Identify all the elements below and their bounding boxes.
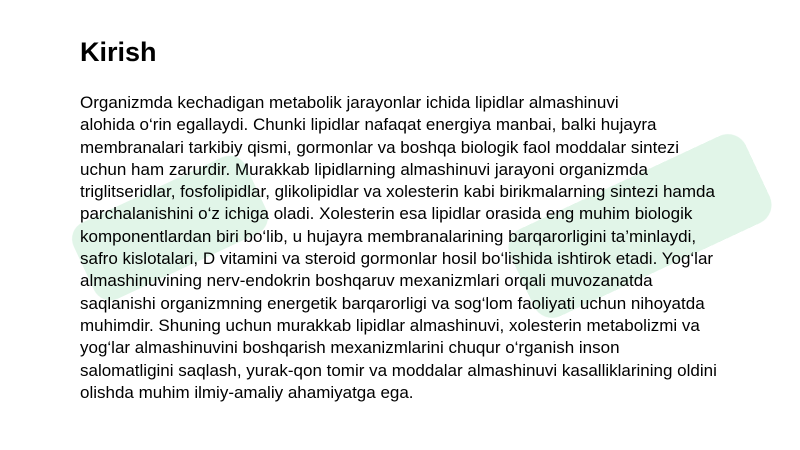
paragraph-line: alohida o‘rin egallaydi. Chunki lipidlar nafaqat energiya manbai, balki hujayra — [80, 115, 657, 135]
paragraph-line: almashinuvining nerv-endokrin boshqaruv mexanizmlari orqali muvozanatda — [80, 271, 653, 291]
paragraph-line: muhimdir. Shuning uchun murakkab lipidlar almashinuvi, xolesterin metabolizmi va — [80, 315, 700, 335]
paragraph-line: saqlanishi organizmning energetik barqarorligi va sog‘lom faoliyati uchun nihoyatda — [80, 293, 705, 313]
paragraph-line: parchalanishini o‘z ichiga oladi. Xolesterin esa lipidlar orasida eng muhim biologik — [80, 204, 693, 224]
paragraph-line: triglitseridlar, fosfolipidlar, glikolipidlar va xolesterin kabi birikmalarning sintezi hamda — [80, 182, 715, 202]
paragraph-line: membranalari tarkibiy qismi, gormonlar va boshqa biologik faol moddalar sintezi — [80, 137, 680, 157]
paragraph-line: Organizmda kechadigan metabolik jarayonlar ichida lipidlar almashinuvi — [80, 93, 619, 112]
paragraph-line: safro kislotalari, D vitamini va steroid gormonlar hosil bo‘lishida ishtirok etadi. Yog‘lar — [80, 249, 714, 269]
paragraph-line: yog‘lar almashinuvini boshqarish mexanizmlarini chuqur o‘rganish inson — [80, 338, 620, 358]
paragraph-line: uchun ham zarurdir. Murakkab lipidlarning almashinuvi jarayoni organizmda — [80, 159, 648, 179]
body-paragraph — [80, 92, 770, 404]
paragraph-line: salomatligini saqlash, yurak-qon tomir va moddalar almashinuvi kasalliklarining oldini — [80, 360, 717, 380]
paragraph-line: olishda muhim ilmiy-amaliy ahamiyatga ega. — [80, 382, 414, 402]
paragraph-line: komponentlardan biri bo‘lib, u hujayra membranalarining barqarorligini ta’minlaydi, — [80, 226, 697, 246]
section-heading: Kirish — [80, 37, 157, 67]
